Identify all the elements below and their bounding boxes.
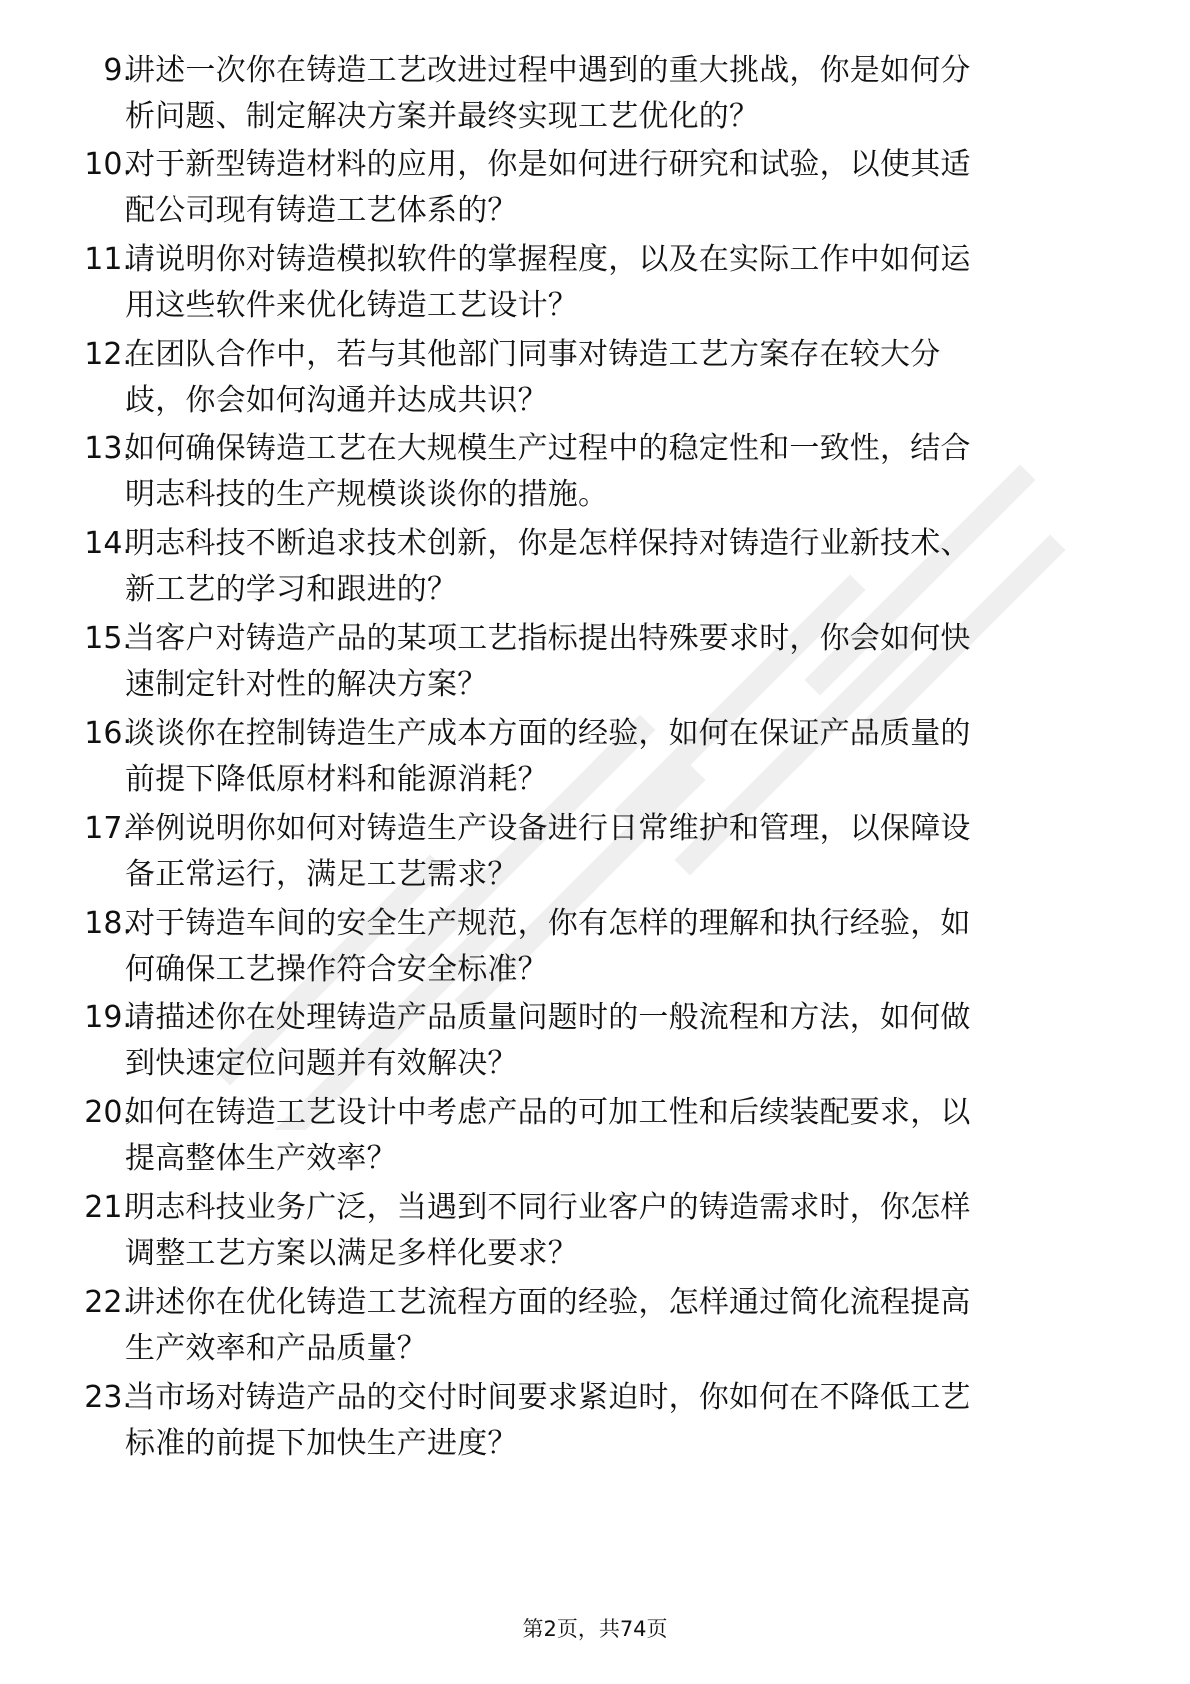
question-number: 22. <box>84 1285 132 1320</box>
question-text-line: 如何在铸造工艺设计中考虑产品的可加工性和后续装配要求，以 <box>125 1095 971 1130</box>
question-text-line: 前提下降低原材料和能源消耗？ <box>125 762 548 797</box>
question-item <box>0 805 1190 905</box>
question-item <box>0 47 1190 147</box>
question-item <box>0 1184 1190 1284</box>
question-item <box>0 900 1190 1000</box>
question-item <box>0 1089 1190 1189</box>
question-number: 15. <box>84 621 132 656</box>
question-text-line: 何确保工艺操作符合安全标准？ <box>125 952 548 987</box>
question-text-line: 明志科技的生产规模谈谈你的措施。 <box>125 477 609 512</box>
question-text-line: 歧，你会如何沟通并达成共识？ <box>125 383 548 418</box>
question-number: 17. <box>84 811 132 846</box>
question-text-line: 明志科技不断追求技术创新，你是怎样保持对铸造行业新技术、 <box>125 526 971 561</box>
question-text-line: 提高整体生产效率？ <box>125 1141 397 1176</box>
question-item <box>0 236 1190 336</box>
question-number: 9. <box>103 53 132 88</box>
question-text-line: 明志科技业务广泛，当遇到不同行业客户的铸造需求时，你怎样 <box>125 1190 971 1225</box>
question-text-line: 调整工艺方案以满足多样化要求？ <box>125 1236 578 1271</box>
question-item <box>0 331 1190 431</box>
question-number: 11. <box>84 242 132 277</box>
question-text-line: 请说明你对铸造模拟软件的掌握程度，以及在实际工作中如何运 <box>125 242 971 277</box>
question-item <box>0 1374 1190 1474</box>
question-text-line: 当客户对铸造产品的某项工艺指标提出特殊要求时，你会如何快 <box>125 621 971 656</box>
page-number-label: 第2页，共74页 <box>522 1617 668 1641</box>
question-number: 23. <box>84 1380 132 1415</box>
question-number: 19. <box>84 1000 132 1035</box>
question-number: 14. <box>84 526 132 561</box>
question-number: 13. <box>84 431 132 466</box>
question-text-line: 新工艺的学习和跟进的？ <box>125 572 458 607</box>
question-number: 12. <box>84 337 132 372</box>
question-text-line: 谈谈你在控制铸造生产成本方面的经验，如何在保证产品质量的 <box>125 716 971 751</box>
question-text-line: 讲述一次你在铸造工艺改进过程中遇到的重大挑战，你是如何分 <box>125 53 971 88</box>
question-text-line: 对于新型铸造材料的应用，你是如何进行研究和试验，以使其适 <box>125 147 971 182</box>
question-number: 20. <box>84 1095 132 1130</box>
question-item <box>0 1279 1190 1379</box>
question-number: 16. <box>84 716 132 751</box>
question-text-line: 生产效率和产品质量？ <box>125 1331 427 1366</box>
question-item <box>0 994 1190 1094</box>
question-item <box>0 710 1190 810</box>
page-footer <box>0 1614 1190 1644</box>
question-number: 10. <box>84 147 132 182</box>
question-text-line: 举例说明你如何对铸造生产设备进行日常维护和管理，以保障设 <box>125 811 971 846</box>
question-number: 18. <box>84 906 132 941</box>
question-text-line: 到快速定位问题并有效解决？ <box>125 1046 518 1081</box>
question-text-line: 用这些软件来优化铸造工艺设计？ <box>125 288 578 323</box>
question-text-line: 速制定针对性的解决方案？ <box>125 667 488 702</box>
question-text-line: 当市场对铸造产品的交付时间要求紧迫时，你如何在不降低工艺 <box>125 1380 971 1415</box>
question-text-line: 在团队合作中，若与其他部门同事对铸造工艺方案存在较大分 <box>125 337 941 372</box>
question-text-line: 如何确保铸造工艺在大规模生产过程中的稳定性和一致性，结合 <box>125 431 971 466</box>
question-item <box>0 615 1190 715</box>
question-item <box>0 425 1190 525</box>
question-item <box>0 141 1190 241</box>
question-item <box>0 520 1190 620</box>
question-text-line: 讲述你在优化铸造工艺流程方面的经验，怎样通过简化流程提高 <box>125 1285 971 1320</box>
question-number: 21. <box>84 1190 132 1225</box>
question-text-line: 备正常运行，满足工艺需求？ <box>125 857 518 892</box>
question-text-line: 对于铸造车间的安全生产规范，你有怎样的理解和执行经验，如 <box>125 906 971 941</box>
question-text-line: 析问题、制定解决方案并最终实现工艺优化的？ <box>125 99 760 134</box>
question-text-line: 请描述你在处理铸造产品质量问题时的一般流程和方法，如何做 <box>125 1000 971 1035</box>
question-text-line: 标准的前提下加快生产进度？ <box>125 1426 518 1461</box>
question-text-line: 配公司现有铸造工艺体系的？ <box>125 193 518 228</box>
